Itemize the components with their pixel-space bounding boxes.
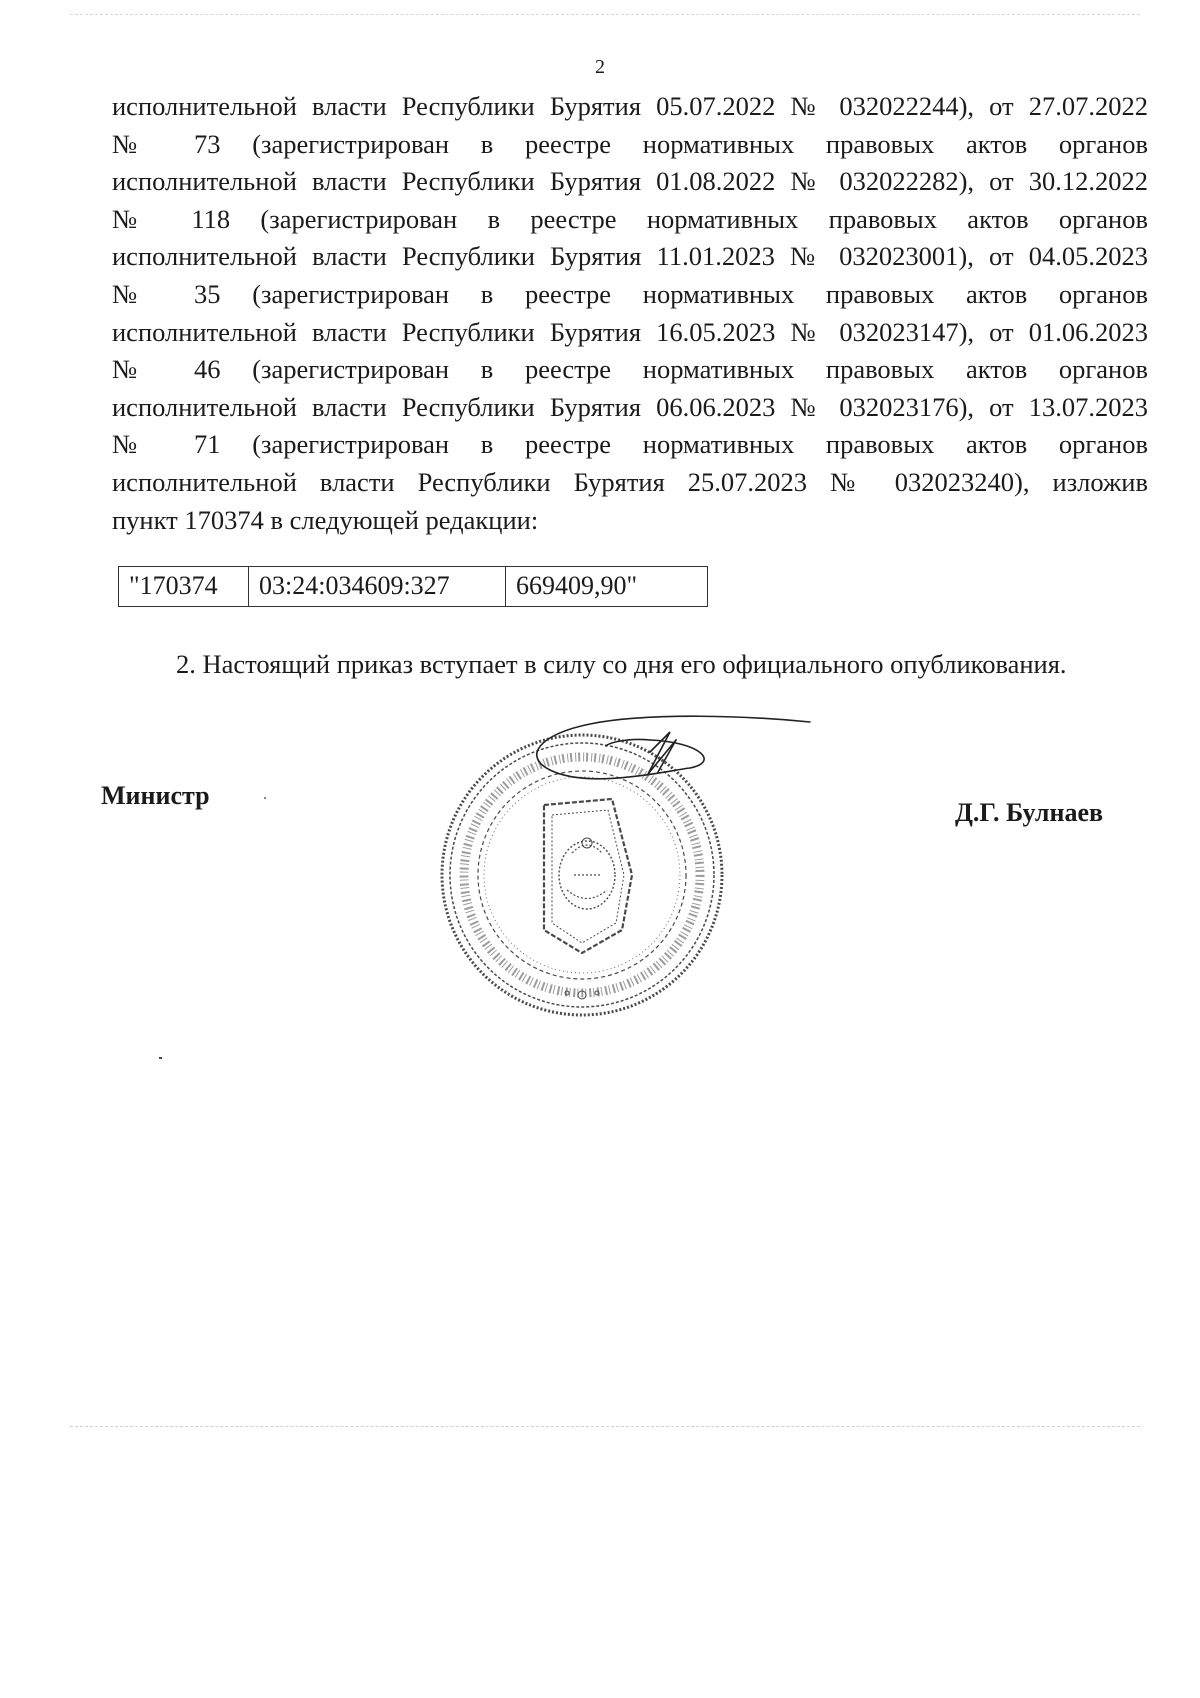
- paragraph-line: исполнительной власти Республики Бурятия 25.07.2023 № 032023240), изложив: [112, 466, 1148, 497]
- paragraph-line: № 73 (зарегистрирован в реестре нормативных правовых актов органов: [112, 128, 1148, 159]
- scan-speck: [264, 797, 266, 799]
- paragraph-line: исполнительной власти Республики Бурятия 05.07.2022 № 032022244), от 27.07.2022: [112, 91, 1148, 121]
- paragraph-line: № 46 (зарегистрирован в реестре нормативных правовых актов органов: [112, 354, 1148, 385]
- amendment-table: [118, 566, 708, 607]
- paragraph-line: № 118 (зарегистрирован в реестре нормативных правовых актов органов: [112, 203, 1148, 234]
- table-cell-value: 669409,90": [516, 571, 638, 600]
- paragraph-line: исполнительной власти Республики Бурятия 16.05.2023 № 032023147), от 01.06.2023: [112, 316, 1148, 347]
- table-cell-cadastral-number: 03:24:034609:327: [249, 567, 506, 606]
- scan-edge-bottom: [70, 1426, 1140, 1427]
- clause-2: 2. Настоящий приказ вступает в силу со дня его официального опубликования.: [176, 649, 1067, 679]
- paragraph-line: № 71 (зарегистрирован в реестре нормативных правовых актов органов: [112, 429, 1148, 460]
- signatory-name: Д.Г. Булнаев: [955, 798, 1104, 827]
- scan-edge-top: [70, 14, 1140, 15]
- paragraph-line: № 35 (зарегистрирован в реестре нормативных правовых актов органов: [112, 278, 1148, 309]
- paragraph-line: исполнительной власти Республики Бурятия 11.01.2023 № 032023001), от 04.05.2023: [112, 241, 1148, 272]
- scan-speck: [159, 1057, 162, 1059]
- page-number: 2: [595, 56, 605, 78]
- handwritten-signature: [530, 712, 820, 832]
- signatory-title: Министр: [101, 781, 210, 810]
- paragraph-line: исполнительной власти Республики Бурятия 06.06.2023 № 032023176), от 13.07.2023: [112, 391, 1148, 422]
- paragraph-line: исполнительной власти Республики Бурятия 01.08.2022 № 032022282), от 30.12.2022: [112, 166, 1148, 197]
- table-cell-number: "170374: [119, 567, 249, 606]
- paragraph-1-continuation: [112, 88, 1148, 539]
- paragraph-line: пункт 170374 в следующей редакции:: [112, 504, 539, 535]
